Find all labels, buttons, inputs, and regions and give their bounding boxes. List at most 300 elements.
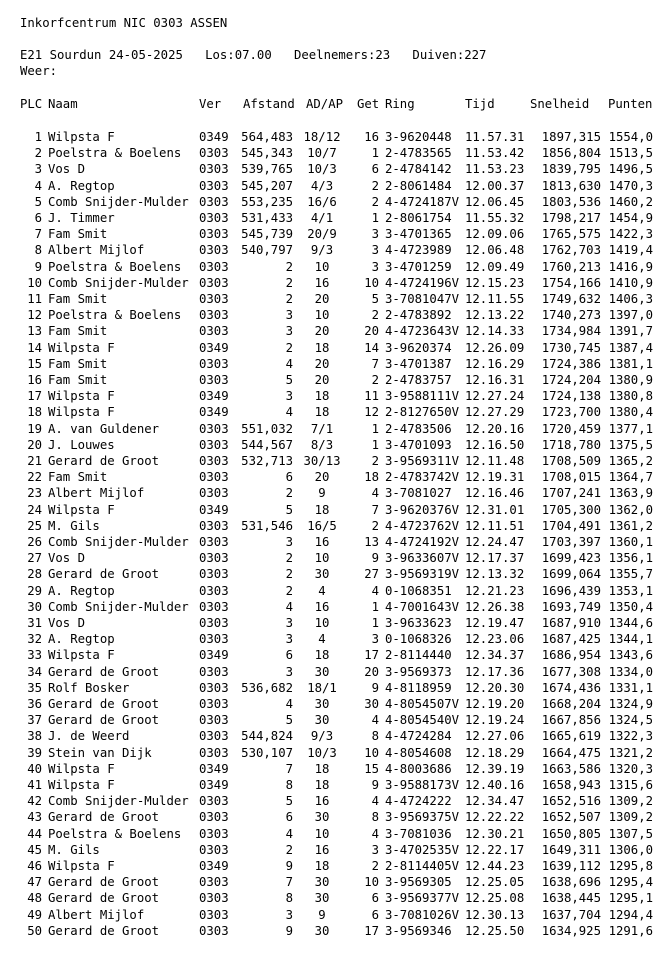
table-row [0,712,670,728]
cell-snelheid: 1897,315 [541,130,601,144]
cell-afstand: 6 [285,648,293,663]
cell-naam: Fam Smit [48,324,108,339]
cell-afstand: 564,483 [241,130,293,144]
cell-snelheid: 1652,507 [541,810,601,825]
cell-ring: 4-4723643V [385,324,460,339]
cell-naam: A. Regtop [48,632,115,647]
cell-snelheid: 1703,397 [541,535,601,549]
cell-get: 14 [364,340,379,355]
cell-get: 6 [371,891,379,906]
cell-punten: 1513,5 [608,146,653,161]
cell-ver: 0303 [199,292,229,306]
cell-naam: Poelstra & Boelens [48,146,182,161]
cell-plc: 35 [27,680,42,695]
cell-snelheid: 1708,015 [541,470,601,485]
cell-ring: 2-8127650V [385,405,460,420]
table-row [0,907,670,923]
cell-ver: 0303 [199,243,229,258]
race-info [20,47,486,63]
cell-tijd: 12.27.29 [465,405,525,420]
table-row [0,453,670,469]
cell-ver: 0303 [199,745,229,760]
cell-afstand: 9 [285,859,293,873]
cell-punten: 1406,3 [608,292,653,306]
cell-plc: 21 [27,454,42,468]
cell-plc: 20 [27,437,42,452]
race-name: E21 Sourdun 24-05-2025 [20,48,183,62]
table-row [0,647,670,663]
cell-tijd: 12.30.21 [465,826,525,841]
cell-tijd: 12.26.38 [465,599,525,614]
cell-ring: 4-4724284 [385,729,452,744]
table-row [0,502,670,518]
cell-snelheid: 1665,619 [541,729,601,744]
cell-naam: Gerard de Groot [48,713,160,728]
cell-get: 3 [371,632,379,647]
cell-ver: 0303 [199,794,229,809]
cell-snelheid: 1708,509 [541,454,601,468]
cell-plc: 43 [27,810,42,825]
cell-snelheid: 1704,491 [541,518,601,533]
cell-ring: 3-7081047V [385,292,460,306]
cell-naam: Comb Snijder-Mulder [48,535,189,549]
cell-adap: 10/7 [307,146,337,161]
cell-naam: Albert Mijlof [48,243,145,258]
pigeons-count: Duiven:227 [412,48,487,62]
cell-snelheid: 1696,439 [541,583,601,598]
cell-snelheid: 1677,308 [541,664,601,679]
cell-tijd: 12.09.06 [465,227,525,242]
cell-afstand: 2 [285,275,293,290]
cell-snelheid: 1667,856 [541,713,601,728]
cell-tijd: 12.16.31 [465,373,525,387]
cell-plc: 14 [27,340,42,355]
cell-afstand: 544,824 [241,729,293,744]
cell-punten: 1460,2 [608,194,653,209]
cell-adap: 18 [314,502,330,517]
cell-punten: 1324,5 [608,713,653,728]
cell-afstand: 7 [285,761,293,776]
cell-ver: 0303 [199,616,229,630]
cell-adap: 30 [314,713,330,728]
cell-afstand: 531,433 [241,211,293,225]
cell-afstand: 540,797 [241,243,293,258]
cell-get: 2 [371,859,379,873]
cell-plc: 10 [27,275,42,290]
cell-ver: 0303 [199,454,229,468]
cell-snelheid: 1754,166 [541,275,601,290]
cell-plc: 38 [27,729,42,744]
cell-tijd: 12.23.06 [465,632,525,647]
cell-naam: Gerard de Groot [48,567,160,582]
cell-tijd: 12.39.19 [465,761,525,776]
cell-tijd: 12.14.33 [465,324,525,339]
col-adap: AD/AP [306,97,344,111]
cell-naam: Vos D [48,162,86,177]
table-row [0,485,670,501]
cell-naam: M. Gils [48,518,100,533]
cell-punten: 1387,4 [608,340,653,355]
col-afstand: Afstand [243,97,295,111]
cell-naam: Gerard de Groot [48,891,160,906]
cell-naam: A. Regtop [48,583,115,598]
cell-afstand: 2 [285,259,293,274]
cell-naam: Gerard de Groot [48,697,160,711]
cell-afstand: 7 [285,875,293,890]
cell-afstand: 3 [285,389,293,404]
cell-ver: 0349 [199,340,229,355]
cell-plc: 30 [27,599,42,614]
table-row [0,566,670,582]
col-snelheid: Snelheid [530,97,590,111]
cell-ver: 0349 [199,405,229,420]
cell-tijd: 12.06.45 [465,194,525,209]
cell-plc: 4 [34,178,42,193]
cell-tijd: 12.31.01 [465,502,525,517]
cell-punten: 1322,3 [608,729,653,744]
cell-ver: 0303 [199,923,229,938]
table-row [0,680,670,696]
cell-punten: 1309,2 [608,794,653,809]
table-row [0,437,670,453]
cell-tijd: 12.06.48 [465,243,525,258]
cell-ver: 0303 [199,178,229,193]
cell-ring: 3-9588173V [385,778,460,792]
cell-ver: 0303 [199,324,229,339]
cell-naam: Fam Smit [48,356,108,371]
cell-naam: Gerard de Groot [48,810,160,825]
cell-ring: 3-9569346 [385,923,452,938]
cell-tijd: 12.19.31 [465,470,525,485]
cell-punten: 1380,8 [608,389,653,404]
cell-plc: 25 [27,518,42,533]
cell-get: 20 [364,324,379,339]
cell-tijd: 12.30.13 [465,907,525,922]
cell-afstand: 3 [285,907,293,922]
cell-naam: Wilpsta F [48,405,115,420]
table-row [0,372,670,388]
cell-tijd: 12.22.17 [465,842,525,857]
cell-punten: 1315,6 [608,778,653,792]
cell-ring: 2-8114440 [385,648,452,663]
cell-adap: 7/1 [310,421,334,436]
cell-naam: A. Regtop [48,178,115,193]
cell-adap: 20 [314,324,330,339]
cell-tijd: 12.19.47 [465,616,525,630]
cell-adap: 18 [314,405,330,420]
cell-naam: Albert Mijlof [48,486,145,501]
cell-snelheid: 1718,780 [541,437,601,452]
cell-tijd: 12.19.24 [465,713,525,728]
cell-snelheid: 1652,516 [541,794,601,809]
cell-plc: 34 [27,664,42,679]
cell-plc: 22 [27,470,42,485]
cell-naam: Fam Smit [48,373,108,387]
cell-tijd: 12.19.20 [465,697,525,711]
cell-snelheid: 1724,138 [541,389,601,404]
cell-snelheid: 1723,700 [541,405,601,420]
cell-ver: 0303 [199,373,229,387]
cell-ring: 2-4784142 [385,162,452,177]
cell-ring: 3-9588111V [385,389,460,404]
cell-adap: 9/3 [310,243,334,258]
cell-ver: 0303 [199,421,229,436]
cell-ver: 0303 [199,308,229,323]
cell-snelheid: 1699,423 [541,551,601,566]
cell-tijd: 12.25.50 [465,923,525,938]
cell-afstand: 2 [285,292,293,306]
cell-snelheid: 1634,925 [541,923,601,938]
table-row [0,129,670,145]
cell-ring: 3-9569311V [385,454,460,468]
col-tijd: Tijd [465,97,495,111]
cell-punten: 1422,3 [608,227,653,242]
cell-punten: 1554,0 [608,130,653,144]
cell-plc: 18 [27,405,42,420]
cell-get: 10 [364,875,379,890]
cell-adap: 30/13 [303,454,341,468]
cell-adap: 20 [314,292,330,306]
table-row [0,307,670,323]
cell-get: 1 [371,146,379,161]
cell-ver: 0303 [199,875,229,890]
cell-afstand: 9 [285,923,293,938]
cell-adap: 30 [314,567,330,582]
cell-plc: 50 [27,923,42,938]
cell-naam: Gerard de Groot [48,875,160,890]
cell-snelheid: 1639,112 [541,859,601,873]
cell-snelheid: 1740,273 [541,308,601,323]
table-row [0,323,670,339]
cell-ring: 4-8003686 [385,761,452,776]
cell-get: 11 [364,389,379,404]
cell-punten: 1377,1 [608,421,653,436]
cell-get: 7 [371,502,379,517]
cell-ver: 0349 [199,778,229,792]
cell-afstand: 2 [285,486,293,501]
cell-afstand: 2 [285,842,293,857]
cell-naam: Vos D [48,616,86,630]
cell-punten: 1309,2 [608,810,653,825]
cell-plc: 5 [34,194,42,209]
cell-naam: Vos D [48,551,86,566]
cell-plc: 17 [27,389,42,404]
cell-ver: 0303 [199,891,229,906]
cell-tijd: 12.13.32 [465,567,525,582]
table-row [0,291,670,307]
cell-get: 27 [364,567,379,582]
cell-naam: Comb Snijder-Mulder [48,275,189,290]
cell-adap: 10 [314,259,330,274]
cell-tijd: 12.11.55 [465,292,525,306]
cell-adap: 18 [314,389,330,404]
table-row [0,696,670,712]
cell-ver: 0303 [199,518,229,533]
cell-ring: 4-4724222 [385,794,452,809]
cell-ver: 0303 [199,162,229,177]
cell-snelheid: 1856,804 [541,146,601,161]
cell-naam: Comb Snijder-Mulder [48,599,189,614]
cell-tijd: 12.22.22 [465,810,525,825]
cell-ring: 3-7081036 [385,826,452,841]
cell-naam: Gerard de Groot [48,923,160,938]
cell-adap: 8/3 [310,437,334,452]
cell-snelheid: 1813,630 [541,178,601,193]
cell-adap: 10 [314,616,330,630]
table-row [0,664,670,680]
cell-punten: 1331,1 [608,680,653,695]
cell-ring: 2-4783892 [385,308,452,323]
cell-get: 16 [364,130,379,144]
cell-plc: 42 [27,794,42,809]
cell-tijd: 12.27.06 [465,729,525,744]
cell-get: 6 [371,907,379,922]
cell-naam: Gerard de Groot [48,454,160,468]
cell-snelheid: 1749,632 [541,292,601,306]
cell-tijd: 12.20.16 [465,421,525,436]
cell-ver: 0303 [199,729,229,744]
cell-ring: 3-4702535V [385,842,460,857]
cell-get: 1 [371,437,379,452]
cell-adap: 16 [314,535,330,549]
cell-plc: 40 [27,761,42,776]
cell-snelheid: 1839,795 [541,162,601,177]
table-row [0,631,670,647]
cell-adap: 4 [318,632,326,647]
cell-punten: 1363,9 [608,486,653,501]
cell-ver: 0303 [199,810,229,825]
cell-afstand: 545,739 [241,227,293,242]
cell-adap: 30 [314,875,330,890]
cell-tijd: 12.21.23 [465,583,525,598]
cell-ver: 0303 [199,437,229,452]
cell-plc: 9 [34,259,42,274]
cell-ring: 3-7081027 [385,486,452,501]
cell-afstand: 4 [285,697,293,711]
cell-adap: 18 [314,648,330,663]
cell-ring: 2-8061484 [385,178,452,193]
cell-tijd: 11.57.31 [465,130,525,144]
cell-adap: 18/1 [307,680,337,695]
cell-ring: 4-4723989 [385,243,452,258]
cell-ring: 3-4701093 [385,437,452,452]
cell-adap: 4/1 [310,211,334,225]
cell-naam: Wilpsta F [48,502,115,517]
cell-snelheid: 1730,745 [541,340,601,355]
cell-afstand: 2 [285,340,293,355]
table-row [0,340,670,356]
cell-afstand: 5 [285,794,293,809]
cell-get: 30 [364,697,379,711]
cell-ring: 2-4783506 [385,421,452,436]
cell-naam: Wilpsta F [48,778,115,792]
cell-afstand: 3 [285,616,293,630]
cell-plc: 32 [27,632,42,647]
cell-punten: 1334,0 [608,664,653,679]
cell-ver: 0303 [199,227,229,242]
cell-ring: 3-9633623 [385,616,452,630]
cell-ring: 3-9569375V [385,810,460,825]
cell-afstand: 3 [285,535,293,549]
table-row [0,161,670,177]
cell-adap: 30 [314,891,330,906]
cell-punten: 1350,4 [608,599,653,614]
cell-tijd: 12.11.48 [465,454,525,468]
cell-tijd: 12.27.24 [465,389,525,404]
table-row [0,793,670,809]
cell-adap: 10 [314,308,330,323]
column-headers [0,96,670,112]
cell-naam: Gerard de Groot [48,664,160,679]
cell-plc: 1 [34,130,42,144]
cell-tijd: 12.25.08 [465,891,525,906]
cell-ver: 0303 [199,275,229,290]
cell-tijd: 12.15.23 [465,275,525,290]
cell-afstand: 2 [285,551,293,566]
cell-ring: 4-4724196V [385,275,460,290]
cell-tijd: 11.53.42 [465,146,525,161]
cell-tijd: 12.16.50 [465,437,525,452]
col-ring: Ring [385,97,415,111]
cell-get: 2 [371,308,379,323]
cell-ring: 4-7001643V [385,599,460,614]
cell-adap: 4/3 [310,178,334,193]
cell-get: 9 [371,551,379,566]
cell-punten: 1391,7 [608,324,653,339]
cell-adap: 16 [314,275,330,290]
cell-punten: 1360,1 [608,535,653,549]
cell-adap: 18 [314,340,330,355]
cell-ver: 0303 [199,567,229,582]
cell-adap: 9 [318,486,326,501]
table-row [0,874,670,890]
cell-afstand: 539,765 [241,162,293,177]
cell-tijd: 12.20.30 [465,680,525,695]
col-punten: Punten [608,97,653,111]
cell-naam: Comb Snijder-Mulder [48,794,189,809]
cell-punten: 1295,4 [608,875,653,890]
table-row [0,809,670,825]
cell-get: 1 [371,599,379,614]
cell-punten: 1361,2 [608,518,653,533]
cell-afstand: 4 [285,826,293,841]
cell-snelheid: 1765,575 [541,227,601,242]
table-row [0,469,670,485]
cell-plc: 6 [34,211,42,225]
cell-naam: J. Timmer [48,211,115,225]
cell-get: 13 [364,535,379,549]
cell-snelheid: 1803,536 [541,194,601,209]
cell-punten: 1291,6 [608,923,653,938]
cell-punten: 1353,1 [608,583,653,598]
cell-punten: 1356,1 [608,551,653,566]
cell-adap: 9 [318,907,326,922]
table-row [0,275,670,291]
cell-adap: 16 [314,842,330,857]
cell-snelheid: 1687,910 [541,616,601,630]
table-row [0,777,670,793]
cell-get: 8 [371,810,379,825]
cell-plc: 37 [27,713,42,728]
table-row [0,388,670,404]
cell-ver: 0303 [199,356,229,371]
table-row [0,890,670,906]
cell-ring: 3-9620376V [385,502,460,517]
cell-ver: 0303 [199,664,229,679]
cell-ver: 0303 [199,259,229,274]
cell-punten: 1320,3 [608,761,653,776]
cell-naam: Albert Mijlof [48,907,145,922]
